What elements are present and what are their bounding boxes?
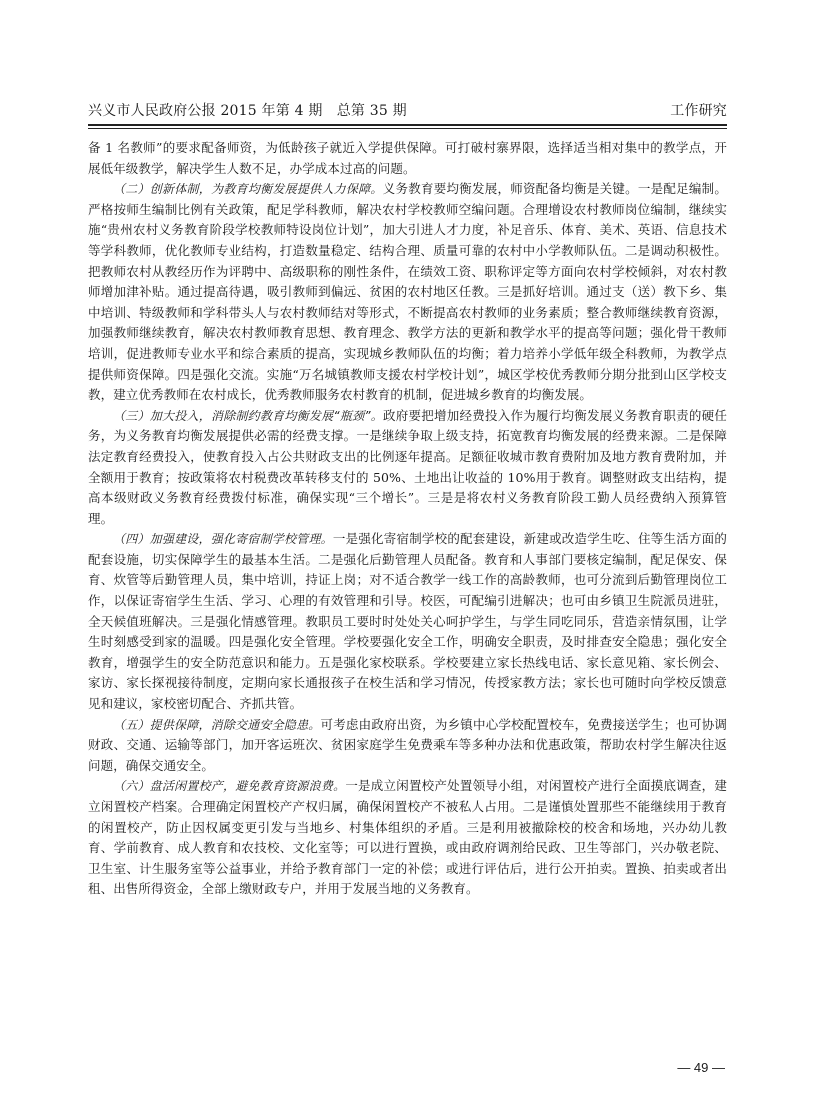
paragraph-text: 一是成立闲置校产处置领导小组，对闲置校产进行全面摸底调查，建立闲置校产档案。合理确定闲置校产产权归属，确保闲置校产不被私人占用。二是谨慎处置那些不能继续用于教育的闲置校产，防止因权属变更引发与当地乡、村集体组织的矛盾。三是利用被撤除校的校舍和场地，兴办幼儿教育、学前教育、成人教育和农技校、文化室等；可以进行置换，或由政府调剂给民政、卫生等部门，兴办敬老院、卫生室、计生服务室等公益事业，并给予教育部门一定的补偿；或进行评估后，进行公开拍卖。置换、拍卖或者出租、出售所得资金，全部上缴财政专户，并用于发展当地的义务教育。 <box>88 778 727 897</box>
paragraph <box>88 138 727 179</box>
journal-title: 兴义市人民政府公报 2015 年第 4 期 总第 35 期 <box>88 103 407 119</box>
paragraph-text: 政府要把增加经费投入作为履行均衡发展义务教育职责的硬任务，为义务教育均衡发展提供必需的经费支撑。一是继续争取上级支持，拓宽教育均衡发展的经费来源。二是保障法定教育经费投入，使教育投入占公共财政支出的比例逐年提高。足额征收城市教育费附加及地方教育费附加，并全额用于教育；按政策将农村税费改革转移支付的 50%、土地出让收益的 10%用于教育。调整财政支出结构，提高本级财政义务教育经费拨付标准，确保实现“三个增长”。三是是将农村义务教育阶段工勤人员经费纳入预算管理。 <box>88 407 727 526</box>
running-header <box>88 100 727 124</box>
paragraph <box>88 776 727 900</box>
header-rule-thin <box>88 128 727 129</box>
header-rule <box>88 124 727 126</box>
paragraph <box>88 406 727 530</box>
paragraph-text: 备 1 名教师”的要求配备师资，为低龄孩子就近入学提供保障。可打破村寨界限，选择适当相对集中的教学点，开展低年级教学，解决学生人数不足，办学成本过高的问题。 <box>88 140 727 176</box>
paragraph <box>88 179 727 406</box>
section-title: 工作研究 <box>670 103 727 119</box>
article-body <box>88 138 727 900</box>
paragraph <box>88 529 727 714</box>
paragraph-text: 一是强化寄宿制学校的配套建设，新建或改造学生吃、住等生活方面的配套设施，切实保障学生的最基本生活。二是强化后勤管理人员配备。教育和人事部门要核定编制，配足保安、保育、炊管等后勤管理人员，集中培训，持证上岗；对不适合教学一线工作的高龄教师，也可分流到后勤管理岗位工作，以保证寄宿学生生活、学习、心理的有效管理和引导。校医，可配编引进解决；也可由乡镇卫生院派员进驻，全天候值班解决。三是强化情感管理。教职员工要时时处处关心呵护学生，与学生同吃同乐，营造亲情氛围，让学生时刻感受到家的温暖。四是强化安全管理。学校要强化安全工作，明确安全职责，及时排查安全隐患；强化安全教育，增强学生的安全防范意识和能力。五是强化家校联系。学校要建立家长热线电话、家长意见箱、家长例会、家访、家长探视接待制度，定期向家长通报孩子在校生活和学习情况，传授家教方法；家长也可随时向学校反馈意见和建议，家校密切配合、齐抓共管。 <box>88 531 727 712</box>
section-heading: （二）创新体制，为教育均衡发展提供人力保障。 <box>113 182 383 197</box>
paragraph-text: 义务教育要均衡发展，师资配备均衡是关键。一是配足编制。严格按师生编制比例有关政策，配足学科教师，解决农村学校教师空编问题。合理增设农村教师岗位编制，继续实施“贵州农村义务教育阶段学校教师特设岗位计划”，加大引进人才力度，补足音乐、体育、美术、英语、信息技术等学科教师，优化教师专业结构，打造数量稳定、结构合理、质量可靠的农村中小学教师队伍。二是调动积极性。把教师农村从教经历作为评聘中、高级职称的刚性条件，在绩效工资、职称评定等方面向农村学校倾斜，对农村教师增加津补贴。通过提高待遇，吸引教师到偏远、贫困的农村地区任教。三是抓好培训。通过支（送）教下乡、集中培训、特级教师和学科带头人与农村教师结对等形式，不断提高农村教师的业务素质；整合教师继续教育资源，加强教师继续教育，解决农村教师教育思想、教育理念、教学方法的更新和教学水平的提高等问题；强化骨干教师培训，促进教师专业水平和综合素质的提高，实现城乡教师队伍的均衡；着力培养小学低年级全科教师，为教学点提供师资保障。四是强化交流。实施“万名城镇教师支援农村学校计划”，城区学校优秀教师分期分批到山区学校支教，建立优秀教师在农村成长，优秀教师服务农村教育的机制，促进城乡教育的均衡发展。 <box>88 181 728 403</box>
section-heading: （六）盘活闲置校产，避免教育资源浪费。 <box>113 779 346 794</box>
section-heading: （三）加大投入，消除制约教育均衡发展“瓶颈”。 <box>113 408 384 423</box>
paragraph <box>88 715 727 777</box>
paragraph-text: 可考虑由政府出资，为乡镇中心学校配置校车，免费接送学生；也可协调财政、交通、运输等部门，加开客运班次、贫困家庭学生免费乘车等多种办法和优惠政策，帮助农村学生解决往返问题，确保交通安全。 <box>88 716 728 773</box>
page-number: — 49 — <box>677 1060 725 1075</box>
section-heading: （四）加强建设，强化寄宿制学校管理。 <box>113 532 333 547</box>
section-heading: （五）提供保障，消除交通安全隐患。 <box>113 717 321 732</box>
